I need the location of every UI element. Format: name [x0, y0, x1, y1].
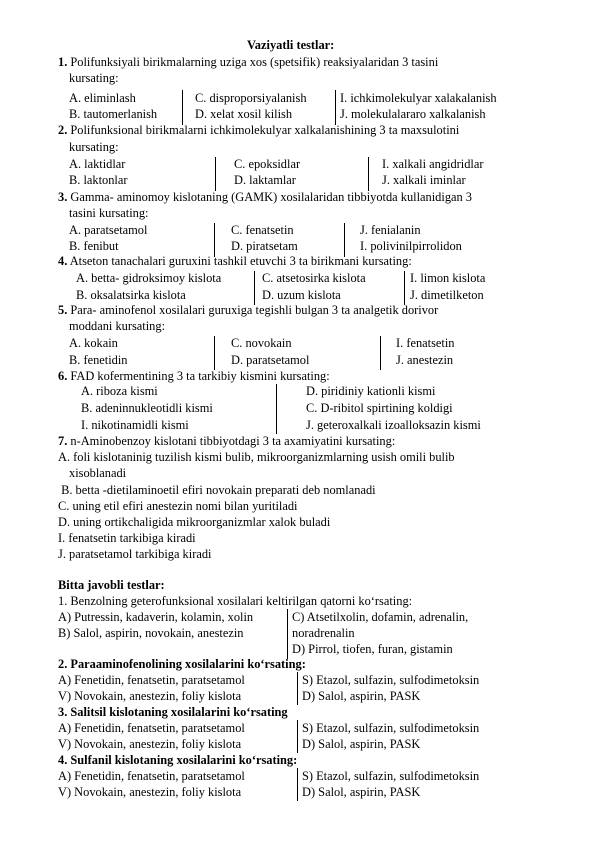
question-3-line-2: tasini kursating: — [69, 206, 149, 220]
option-text: D) Salol, aspirin, PASK — [302, 689, 421, 703]
option-text: D. xelat xosil kilish — [195, 107, 293, 121]
question-text: FAD kofermentining 3 ta tarkibiy kismini kursating: — [70, 369, 330, 383]
question-6-line-1 — [58, 369, 330, 385]
question-text: n-Aminobenzoy kislotani tibbiyotdagi 3 ta axamiyatini kursating: — [70, 434, 396, 448]
option-text: D. piridiniy kationli kismi — [306, 384, 436, 398]
column-divider — [182, 90, 183, 125]
option-text: J. xalkali iminlar — [382, 173, 466, 187]
question-2-line-1 — [58, 123, 459, 139]
column-divider — [254, 271, 255, 305]
column-divider — [297, 720, 298, 753]
question-number: 3. — [58, 190, 68, 204]
option-text: I. limon kislota — [410, 271, 486, 285]
column-divider — [297, 672, 298, 705]
option-text: S) Etazol, sulfazin, sulfodimetoksin — [302, 769, 480, 783]
option-text: S) Etazol, sulfazin, sulfodimetoksin — [302, 673, 480, 687]
option-text: A) Fenetidin, fenatsetin, paratsetamol — [58, 769, 245, 783]
question-text: Gamma- aminomoy kislotaning (GAMK) xosilalaridan tibbiyotda kullanidigan 3 — [70, 190, 473, 204]
page-title: Vaziyatli testlar: — [247, 38, 335, 52]
question-4-line-1 — [58, 254, 412, 270]
option-text: I. xalkali angidridlar — [382, 157, 484, 171]
column-divider — [215, 157, 216, 191]
answer-line: xisoblanadi — [69, 466, 127, 480]
option-text: B. fenetidin — [69, 353, 128, 367]
option-text: J. dimetilketon — [410, 288, 484, 302]
option-text: A) Putressin, kadaverin, kolamin, xolin — [58, 610, 254, 624]
option-text: J. anestezin — [396, 353, 454, 367]
option-text: V) Novokain, anestezin, foliy kislota — [58, 689, 242, 703]
option-text: D. paratsetamol — [231, 353, 310, 367]
section-title: Bitta javobli testlar: — [58, 578, 165, 592]
question-text: Para- aminofenol xosilalari guruxiga tegishli bulgan 3 ta analgetik dorivor — [70, 303, 439, 317]
option-text: V) Novokain, anestezin, foliy kislota — [58, 737, 242, 751]
option-text: I. ichkimolekulyar xalakalanish — [340, 91, 497, 105]
question-3-line-1 — [58, 190, 472, 206]
single-question-1: 1. Benzolning geterofunksional xosilalari keltirilgan qatorni ko‘rsating: — [58, 594, 413, 608]
option-text: I. polivinilpirrolidon — [360, 239, 462, 253]
answer-line: A. foli kislotaninig tuzilish kismi bulib, mikroorganizmlarning usish omili bulib — [58, 450, 455, 464]
question-number: 2. — [58, 123, 68, 137]
option-text: B. tautomerlanish — [69, 107, 158, 121]
option-text: B. adeninnukleotidli kismi — [81, 401, 213, 415]
option-text: V) Novokain, anestezin, foliy kislota — [58, 785, 242, 799]
option-text: D. uzum kislota — [262, 288, 341, 302]
option-text: C. fenatsetin — [231, 223, 294, 237]
question-number: 6. — [58, 369, 68, 383]
question-1-line-1 — [58, 55, 438, 71]
question-number: 7. — [58, 434, 68, 448]
option-text: A. kokain — [69, 336, 118, 350]
question-5-line-2: moddani kursating: — [69, 319, 166, 333]
option-text: I. fenatsetin — [396, 336, 455, 350]
question-number: 5. — [58, 303, 68, 317]
option-text: C. atsetosirka kislota — [262, 271, 366, 285]
answer-line: J. paratsetamol tarkibiga kiradi — [58, 547, 212, 561]
column-divider — [335, 90, 336, 125]
option-text: J. geteroxalkali izoalloksazin kismi — [306, 418, 481, 432]
question-1-line-2: kursating: — [69, 71, 119, 85]
column-divider — [404, 271, 405, 305]
column-divider — [297, 768, 298, 801]
column-divider — [344, 223, 345, 257]
option-text: A. eliminlash — [69, 91, 136, 105]
option-text: C. D-ribitol spirtining koldigi — [306, 401, 453, 415]
option-text: A. betta- gidroksimoy kislota — [76, 271, 222, 285]
question-text: Atseton tanachalari guruxini tashkil etuvchi 3 ta birikmani kursating: — [69, 254, 412, 268]
option-text: A) Fenetidin, fenatsetin, paratsetamol — [58, 721, 245, 735]
option-text: C. novokain — [231, 336, 292, 350]
option-text: B. fenibut — [69, 239, 119, 253]
option-text: I. nikotinamidli kismi — [81, 418, 189, 432]
question-number: 4. — [58, 254, 68, 268]
option-text: S) Etazol, sulfazin, sulfodimetoksin — [302, 721, 480, 735]
answer-line: C. uning etil efiri anestezin nomi bilan yuritiladi — [58, 499, 298, 513]
question-number: 1. — [58, 55, 68, 69]
option-text: D. piratsetam — [231, 239, 298, 253]
option-text: A. riboza kismi — [81, 384, 158, 398]
question-text: Polifunksiyali birikmalarning uziga xos (spetsifik) reaksiyalaridan 3 tasini — [70, 55, 439, 69]
answer-line: B. betta -dietilaminoetil efiri novokain preparati deb nomlanadi — [58, 483, 376, 497]
question-5-line-1 — [58, 303, 438, 319]
single-question-4: 4. Sulfanil kislotaning xosilalarini ko‘rsating: — [58, 753, 298, 767]
option-text: D. laktamlar — [234, 173, 296, 187]
column-divider — [380, 336, 381, 370]
option-text: D) Salol, aspirin, PASK — [302, 737, 421, 751]
single-question-3: 3. Salitsil kislotaning xosilalarini ko‘rsating — [58, 705, 288, 719]
option-text: C) Atsetilxolin, dofamin, adrenalin, — [292, 610, 469, 624]
option-text: C. disproporsiyalanish — [195, 91, 307, 105]
question-text: Polifunksional birikmalarni ichkimolekulyar xalkalanishining 3 ta maxsulotini — [70, 123, 460, 137]
option-text: noradrenalin — [292, 626, 355, 640]
column-divider — [276, 384, 277, 434]
option-text: B) Salol, aspirin, novokain, anestezin — [58, 626, 244, 640]
question-2-line-2: kursating: — [69, 140, 119, 154]
option-text: B. oksalatsirka kislota — [76, 288, 186, 302]
answer-line: I. fenatsetin tarkibiga kiradi — [58, 531, 196, 545]
option-text: A. laktidlar — [69, 157, 126, 171]
answer-line: D. uning ortikchaligida mikroorganizmlar xalok buladi — [58, 515, 331, 529]
option-text: B. laktonlar — [69, 173, 128, 187]
option-text: A) Fenetidin, fenatsetin, paratsetamol — [58, 673, 245, 687]
option-text: A. paratsetamol — [69, 223, 148, 237]
option-text: D) Pirrol, tiofen, furan, gistamin — [292, 642, 453, 656]
option-text: D) Salol, aspirin, PASK — [302, 785, 421, 799]
column-divider — [214, 336, 215, 370]
single-question-2: 2. Paraaminofenolining xosilalarini ko‘rsating: — [58, 657, 306, 671]
option-text: J. molekulalararo xalkalanish — [340, 107, 486, 121]
option-text: J. fenialanin — [360, 223, 421, 237]
column-divider — [368, 157, 369, 191]
question-7-line-1 — [58, 434, 395, 450]
column-divider — [287, 609, 288, 659]
column-divider — [214, 223, 215, 257]
option-text: C. epoksidlar — [234, 157, 301, 171]
